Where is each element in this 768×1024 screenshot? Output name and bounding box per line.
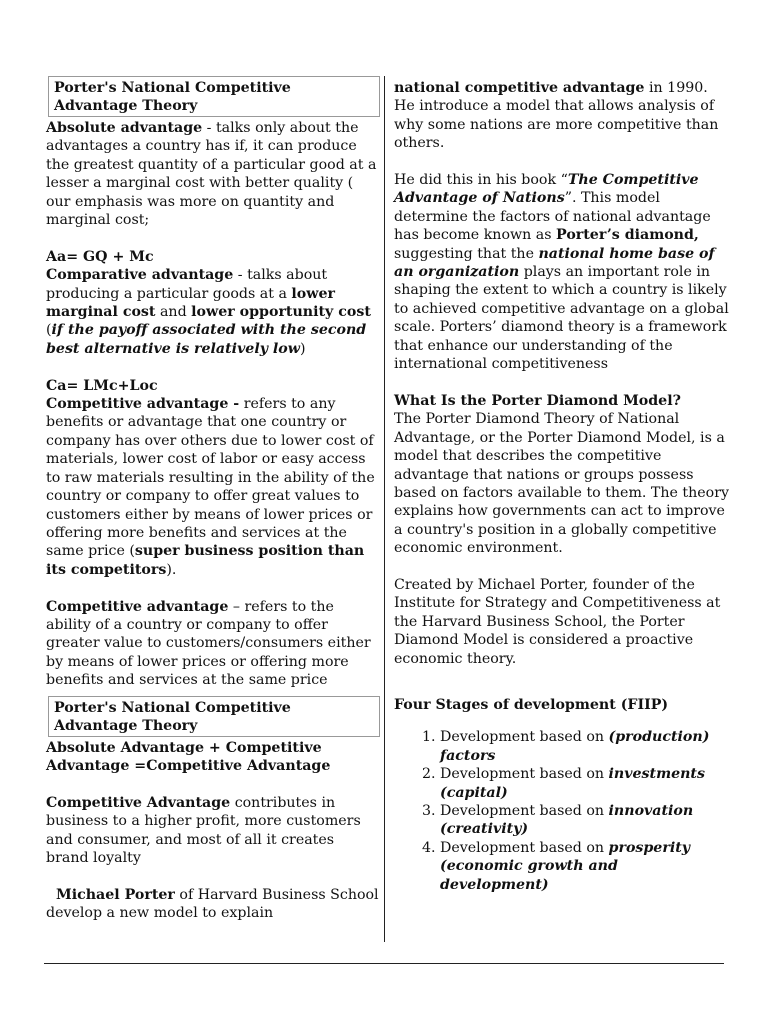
- book-paragraph: He did this in his book “The Competitive Advantage of Nations”. This model determine the factors of national advantage has become known as Porter’s diamond, suggesting that the national home base of an organization plays an important role in shaping the extent to which a country is likely to achieved competitive advantage on a global scale. Porters’ diamond theory is a framework that enhance our understanding of the international competitiveness: [394, 172, 729, 373]
- comparative-advantage-term: Comparative advantage: [46, 267, 234, 284]
- ca-formula: Ca= LMc+Loc: [46, 377, 158, 394]
- michael-porter-paragraph: Michael Porter of Harvard Business School develop a new model to explain: [46, 886, 379, 922]
- stages-heading: Four Stages of development (FIIP): [394, 696, 669, 713]
- list-item: 4. Development based on prosperity (economic growth and development): [440, 839, 730, 894]
- left-column: [46, 76, 380, 923]
- list-item: 2. Development based on investments (capital): [440, 765, 730, 802]
- list-item: 3. Development based on innovation (creativity): [440, 802, 730, 839]
- contribution-paragraph: Competitive Advantage contributes in business to a higher profit, more customers and consumer, and most of all it creates brand loyalty: [46, 794, 361, 866]
- competitive-advantage-term: Competitive advantage -: [46, 396, 240, 413]
- comparative-advantage-paragraph: Comparative advantage - talks about producing a particular goods at a lower marginal cost and lower opportunity cost (if the payoff associated with the second best alternative is relatively low): [46, 267, 371, 357]
- competitive-advantage-paragraph-2: Competitive advantage – refers to the ability of a country or company to offer greater value to customers/consumers either by means of lower prices or offering more benefits and services at the same price: [46, 598, 371, 689]
- book-title: The Competitive Advantage of Nations: [394, 172, 699, 207]
- aa-formula: Aa= GQ + Mc: [46, 248, 154, 265]
- stages-list: [394, 728, 730, 894]
- absolute-advantage-term: Absolute advantage: [46, 120, 203, 136]
- model-paragraph: The Porter Diamond Theory of National Advantage, or the Porter Diamond Model, is a model that describes the competitive advantage that nations or groups possess based on factors available to them. The theory explains how governments can act to improve a country's position in a globally competitive economic environment.: [394, 411, 729, 557]
- question-heading: What Is the Porter Diamond Model?: [394, 392, 681, 409]
- intro-paragraph: national competitive advantage in 1990. He introduce a model that allows analysis of why some nations are more competitive than others.: [394, 80, 719, 152]
- absolute-advantage-paragraph: Absolute advantage - talks only about the advantages a country has if, it can produce the greatest quantity of a particular good at a lesser a marginal cost with better quality ( our emphasis was more on quantity and marginal cost;: [46, 120, 377, 229]
- list-item: 1. Development based on (production) factors: [440, 728, 730, 765]
- competitive-advantage-paragraph-1: Competitive advantage - refers to any benefits or advantage that one country or company has over others due to lower cost of materials, lower cost of labor or easy access to raw materials resulting in the ability of the country or company to offer great values to customers either by means of lower prices or offering more benefits and services at the same price (super business position than its competitors).: [46, 396, 375, 578]
- theory-title-box-1: Porter's National Competitive Advantage Theory: [48, 76, 380, 117]
- theory-title-box-2: Porter's National Competitive Advantage Theory: [48, 696, 380, 737]
- column-divider: [384, 76, 385, 942]
- advantage-equation: Absolute Advantage + Competitive Advantage =Competitive Advantage: [46, 739, 331, 774]
- right-column: [394, 79, 730, 894]
- created-paragraph: Created by Michael Porter, founder of the Institute for Strategy and Competitiveness at the Harvard Business School, the Porter Diamond Model is considered a proactive economic theory.: [394, 576, 721, 667]
- footer-rule: [44, 963, 724, 964]
